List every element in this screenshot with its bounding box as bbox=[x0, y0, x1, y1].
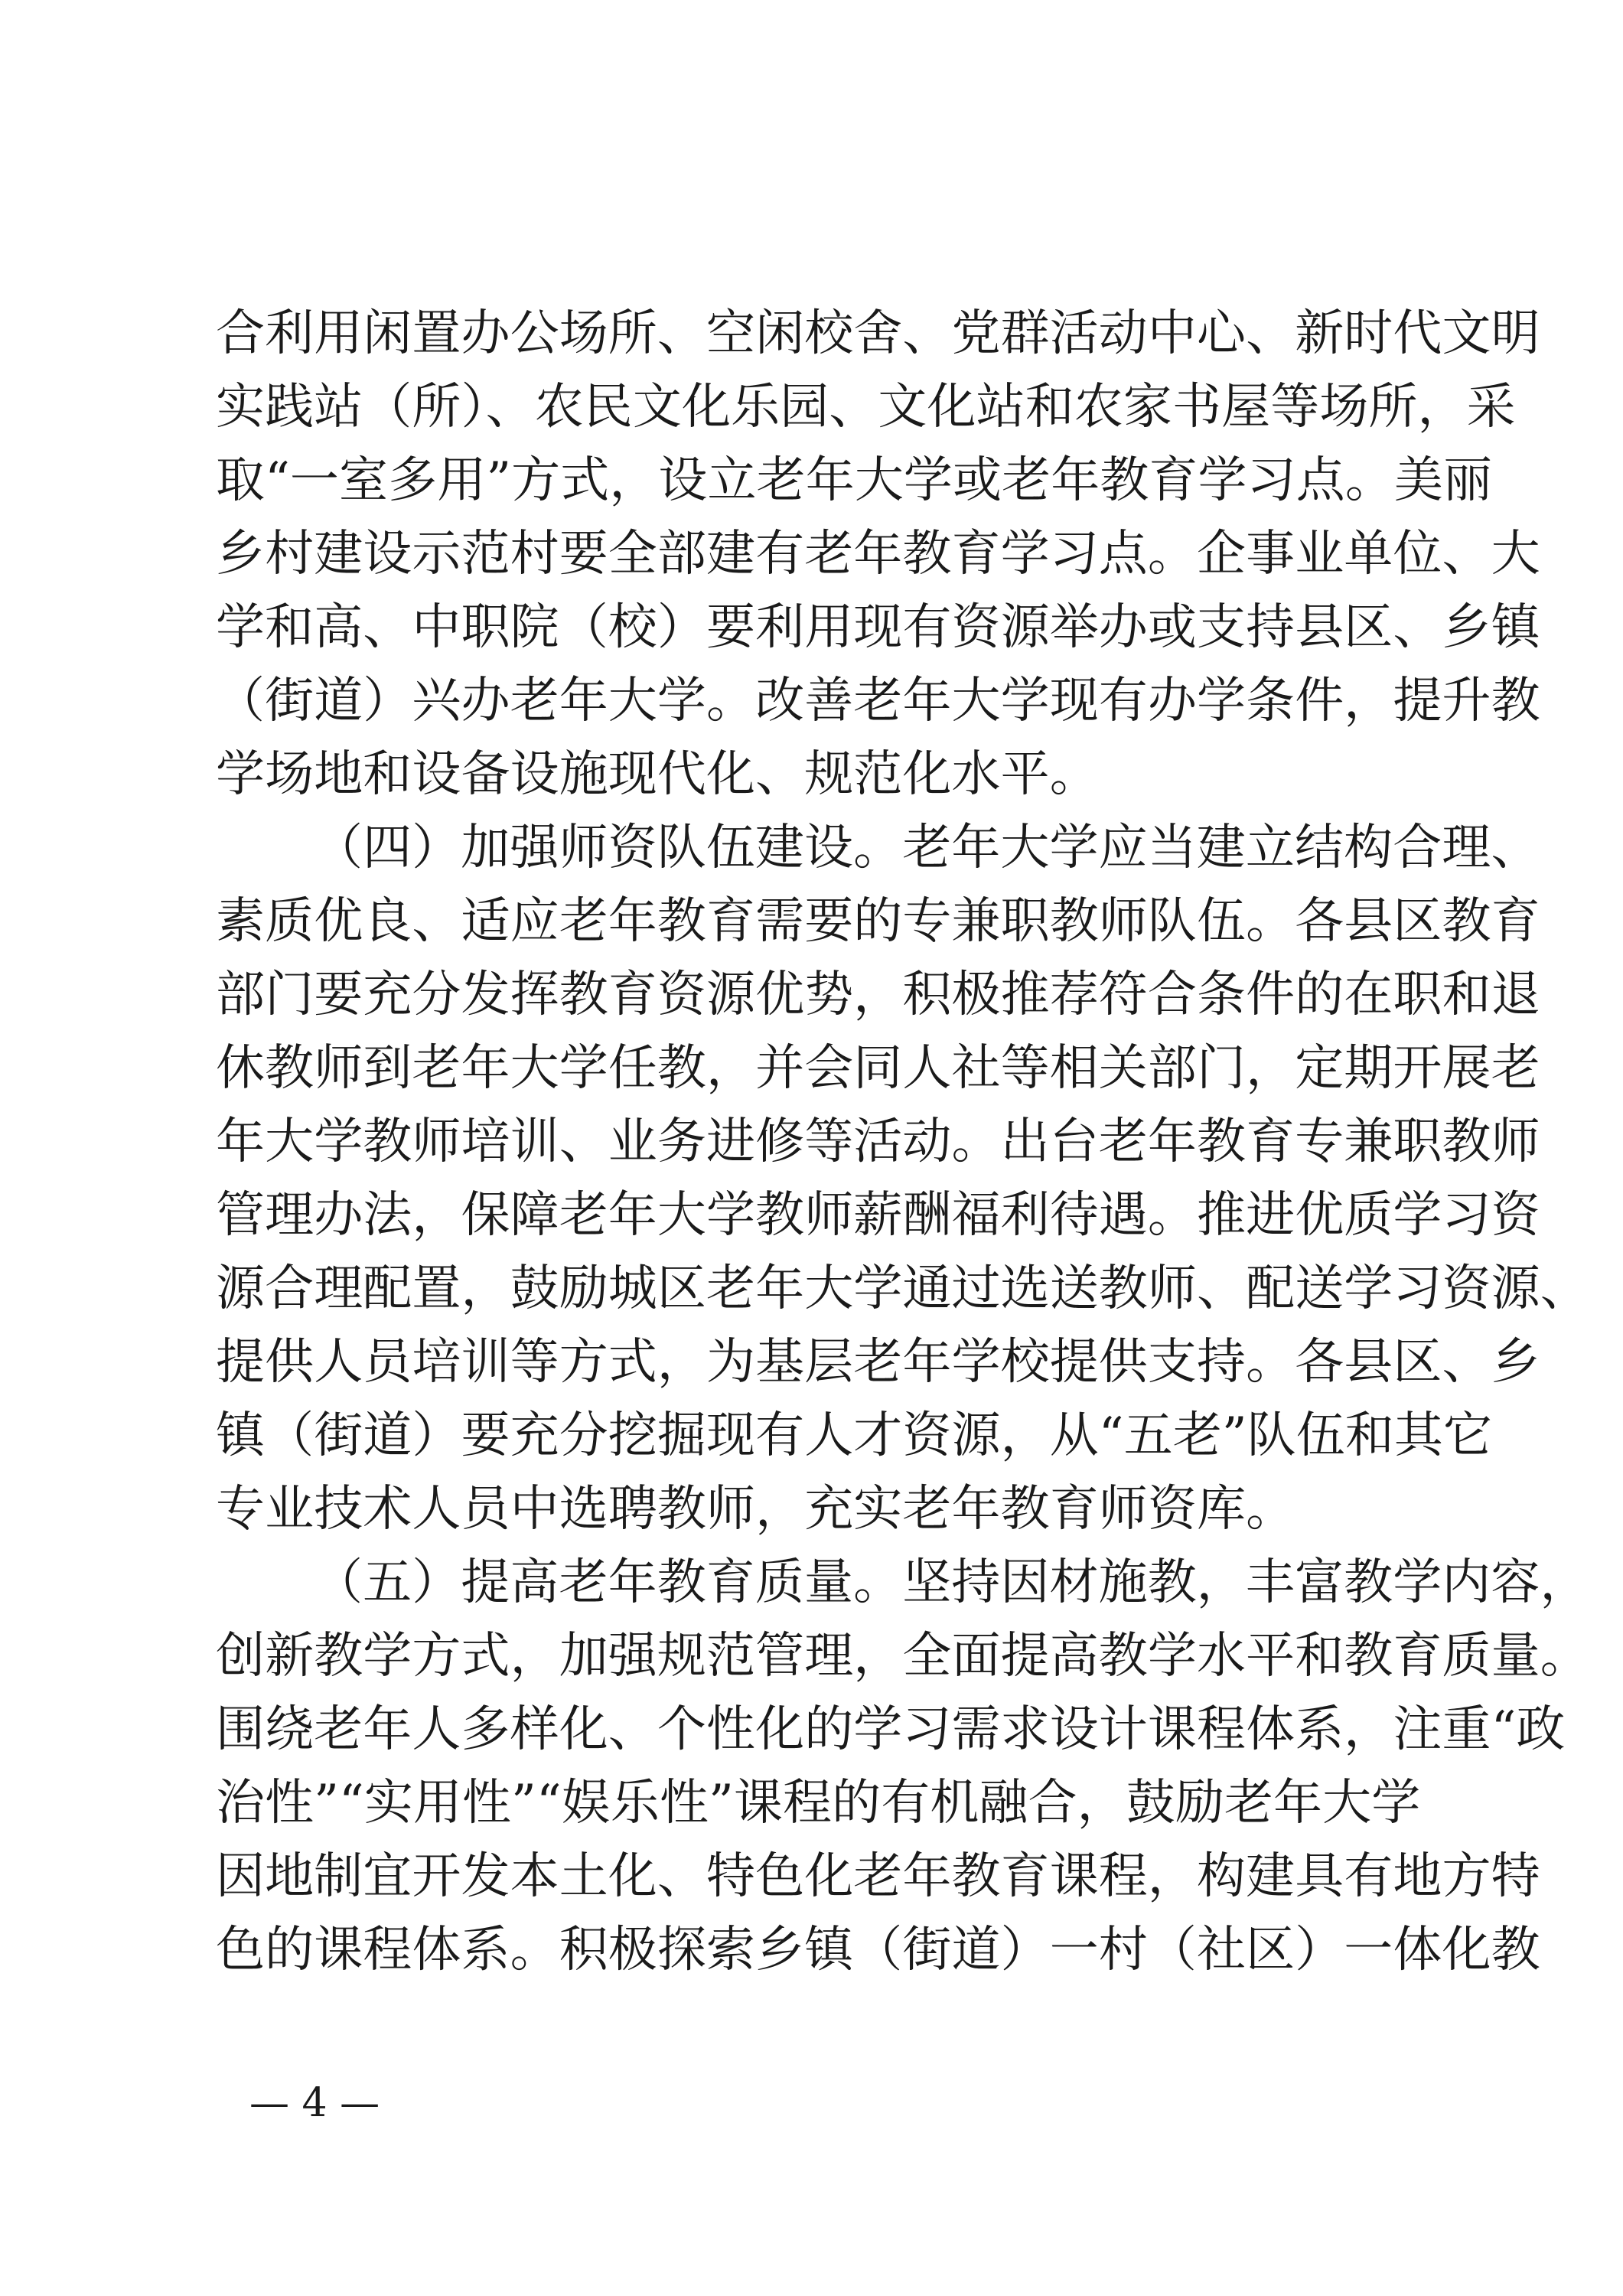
body-text-line: 部门要充分发挥教育资源优势，积极推荐符合条件的在职和退 bbox=[216, 967, 1540, 1023]
page-number: — 4 — bbox=[249, 2080, 380, 2126]
body-text-line: 提供人员培训等方式，为基层老年学校提供支持。各县区、乡 bbox=[216, 1334, 1540, 1391]
body-text-line: 创新教学方式，加强规范管理，全面提高教学水平和教育质量。 bbox=[216, 1628, 1589, 1684]
section-heading-line: （五）提高老年教育质量。坚持因材施教，丰富教学内容， bbox=[314, 1554, 1589, 1611]
body-text-line: 治性”“实用性”“娱乐性”课程的有机融合，鼓励老年大学 bbox=[216, 1775, 1421, 1831]
body-text-line: 专业技术人员中选聘教师，充实老年教育师资库。 bbox=[216, 1481, 1295, 1538]
body-text-line: （街道）兴办老年大学。改善老年大学现有办学条件，提升教 bbox=[216, 673, 1540, 729]
body-text-line: 年大学教师培训、业务进修等活动。出台老年教育专兼职教师 bbox=[216, 1114, 1540, 1170]
body-text-line: 因地制宜开发本土化、特色化老年教育课程，构建具有地方特 bbox=[216, 1848, 1540, 1905]
body-text-line: 色的课程体系。积极探索乡镇（街道）一村（社区）一体化教 bbox=[216, 1922, 1540, 1978]
body-text-line: 取“一室多用”方式，设立老年大学或老年教育学习点。美丽 bbox=[216, 452, 1493, 509]
body-text-line: 合利用闲置办公场所、空闲校舍、党群活动中心、新时代文明 bbox=[216, 305, 1540, 362]
body-text-line: 镇（街道）要充分挖掘现有人才资源，从“五老”队伍和其它 bbox=[216, 1407, 1493, 1464]
body-text-line: 休教师到老年大学任教，并会同人社等相关部门，定期开展老 bbox=[216, 1040, 1540, 1097]
body-text-line: 素质优良、适应老年教育需要的专兼职教师队伍。各县区教育 bbox=[216, 893, 1540, 950]
body-text-line: 管理办法，保障老年大学教师薪酬福利待遇。推进优质学习资 bbox=[216, 1187, 1540, 1244]
body-text-line: 乡村建设示范村要全部建有老年教育学习点。企事业单位、大 bbox=[216, 526, 1540, 582]
section-heading-line: （四）加强师资队伍建设。老年大学应当建立结构合理、 bbox=[314, 820, 1540, 876]
body-text-line: 学场地和设备设施现代化、规范化水平。 bbox=[216, 746, 1099, 803]
body-text-line: 学和高、中职院（校）要利用现有资源举办或支持县区、乡镇 bbox=[216, 599, 1540, 656]
body-text-line: 源合理配置，鼓励城区老年大学通过选送教师、配送学习资源、 bbox=[216, 1261, 1589, 1317]
body-text-line: 实践站（所）、农民文化乐园、文化站和农家书屋等场所，采 bbox=[216, 379, 1516, 435]
body-text-line: 围绕老年人多样化、个性化的学习需求设计课程体系，注重“政 bbox=[216, 1701, 1566, 1758]
